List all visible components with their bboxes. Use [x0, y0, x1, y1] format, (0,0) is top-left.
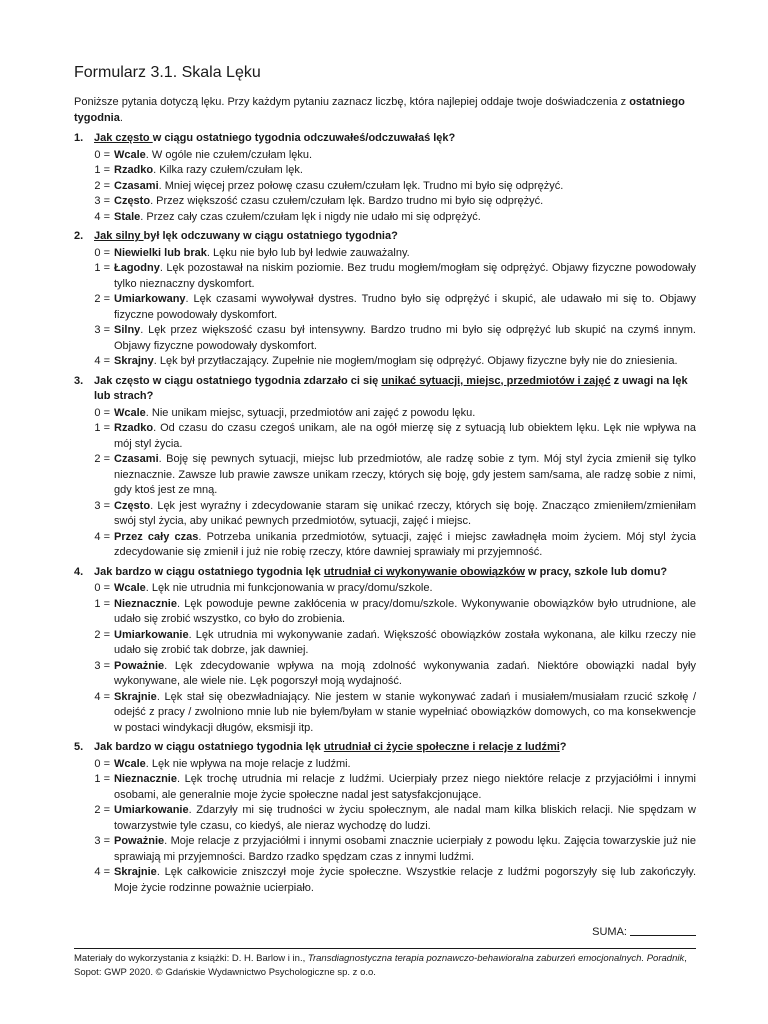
option-description: . Moje relacje z przyjaciółmi i innymi osobami znacznie ucierpiały z powodu lęku. Zajęcia towarzyskie już nie sprawiają mi przyjemności. Bardzo rzadko spędzam czas z innymi ludźmi.: [114, 835, 696, 863]
option-text: [114, 246, 696, 262]
option-score: 0 =: [94, 582, 110, 594]
option-score: 4 =: [94, 530, 110, 543]
option-label: Wcale: [114, 148, 146, 161]
option-item[interactable]: [74, 659, 696, 690]
option-score: 4 =: [94, 355, 110, 367]
question-heading: [74, 374, 696, 405]
option-label: Skrajnie: [114, 866, 157, 878]
intro-text: [74, 95, 696, 126]
options-list: [74, 246, 696, 370]
option-label: Silny: [114, 324, 141, 336]
option-item[interactable]: [74, 323, 696, 354]
option-text: [114, 406, 696, 422]
question-number: 5.: [74, 741, 84, 753]
question-text: [94, 229, 696, 245]
intro-end: .: [119, 111, 123, 124]
option-text: [114, 757, 696, 773]
question-heading: [74, 565, 696, 581]
option-text: [114, 261, 696, 292]
question-post: w ciągu ostatniego tygodnia odczuwałeś/odczuwałaś lęk?: [152, 132, 456, 144]
option-score: 2 =: [94, 804, 110, 816]
sum-label: SUMA:: [592, 926, 627, 938]
option-item[interactable]: [74, 163, 696, 179]
option-item[interactable]: [74, 597, 696, 628]
footer-citation: [74, 952, 696, 980]
question-5: [74, 740, 696, 896]
option-description: . Od czasu do czasu czegoś unikam, ale na ogół mierzę się z sytuacją lub obiektem lęku. Lęk nie wpływa na mój styl życia.: [114, 422, 696, 450]
question-post: ?: [559, 741, 567, 753]
question-underlined: Jak silny: [94, 230, 144, 242]
option-item[interactable]: [74, 628, 696, 659]
question-3: [74, 374, 696, 561]
option-description: . Przez większość czasu czułem/czułam lęk. Bardzo trudno mi było się odprężyć.: [150, 195, 544, 207]
question-text: [94, 131, 696, 147]
option-text: [114, 354, 696, 370]
option-description: . W ogóle nie czułem/czułam lęku.: [145, 148, 313, 161]
option-description: . Boję się pewnych sytuacji, miejsc lub przedmiotów, ale radzę sobie z tym. Mój styl życia zmienił się tylko nieznacznie. Zawsze lub prawie zawsze unikam rzeczy, których się boję, gdy jestem sam/sama, ale radzę sobie z nimi, gdy ktoś jest ze mną.: [114, 453, 696, 496]
option-label: Przez cały czas: [114, 530, 199, 543]
option-item[interactable]: [74, 865, 696, 896]
option-item[interactable]: [74, 246, 696, 262]
question-2: [74, 229, 696, 370]
question-text: [94, 740, 696, 756]
option-description: . Lęk przez większość czasu był intensywny. Bardzo trudno mi było się odprężyć lub skupić na czymś innym. Objawy fizyczne powodowały dyskomfort.: [114, 324, 696, 352]
option-description: . Lęk nie wpływa na moje relacje z ludźmi.: [145, 757, 351, 770]
option-text: [114, 772, 696, 803]
question-heading: [74, 131, 696, 147]
option-score: 1 =: [94, 597, 110, 610]
option-text: [114, 581, 696, 597]
option-score: 2 =: [94, 628, 110, 641]
options-list: [74, 148, 696, 226]
option-text: [114, 292, 696, 323]
option-score: 4 =: [94, 690, 110, 703]
option-score: 1 =: [94, 164, 110, 176]
intro-bold: ostatniego tygodnia: [74, 96, 685, 124]
question-number: 4.: [74, 565, 84, 578]
option-score: 4 =: [94, 210, 110, 223]
option-item[interactable]: [74, 354, 696, 370]
question-underlined: utrudniał ci wykonywanie obowiązków: [323, 565, 525, 578]
question-1: [74, 131, 696, 225]
option-score: 1 =: [94, 262, 110, 274]
option-description: . Przez cały czas czułem/czułam lęk i nigdy nie udało mi się odprężyć.: [140, 210, 481, 223]
question-post: z uwagi na lęk lub strach?: [94, 374, 688, 402]
option-text: [114, 690, 696, 737]
option-text: [114, 179, 696, 195]
option-description: . Kilka razy czułem/czułam lęk.: [153, 164, 303, 176]
option-text: [114, 659, 696, 690]
option-item[interactable]: [74, 757, 696, 773]
option-score: 2 =: [94, 293, 110, 305]
option-label: Wcale: [114, 406, 146, 419]
question-underlined: utrudniał ci życie społeczne i relacje z ludźmi: [323, 741, 560, 753]
question-text: [94, 565, 696, 581]
option-score: 0 =: [94, 246, 110, 259]
sum-field: [592, 924, 696, 938]
option-text: [114, 628, 696, 659]
option-score: 3 =: [94, 499, 110, 512]
option-label: Umiarkowany: [114, 293, 186, 305]
option-item[interactable]: [74, 148, 696, 164]
footer-title: Transdiagnostyczna terapia poznawczo-behawioralna zaburzeń emocjonalnych. Poradnik: [307, 953, 685, 964]
question-underlined: unikać sytuacji, miejsc, przedmiotów i zajęć: [381, 374, 611, 387]
sum-input-line[interactable]: [630, 924, 696, 936]
option-item[interactable]: [74, 261, 696, 292]
footer-post: , Sopot: GWP 2020. © Gdańskie Wydawnictwo Psychologiczne sp. z o.o.: [74, 953, 687, 978]
option-text: [114, 499, 696, 530]
option-item[interactable]: [74, 421, 696, 452]
option-score: 4 =: [94, 866, 110, 878]
question-heading: [74, 229, 696, 245]
option-text: [114, 323, 696, 354]
options-list: [74, 581, 696, 736]
option-label: Nieznacznie: [114, 773, 177, 785]
option-label: Często: [114, 195, 151, 207]
footer-divider: [74, 948, 696, 949]
option-item[interactable]: [74, 406, 696, 422]
option-text: [114, 194, 696, 210]
options-list: [74, 406, 696, 561]
option-label: Czasami: [114, 453, 159, 465]
option-item[interactable]: [74, 210, 696, 226]
question-number: 1.: [74, 132, 84, 144]
option-label: Umiarkowanie: [114, 628, 189, 641]
option-text: [114, 210, 696, 226]
option-score: 3 =: [94, 835, 110, 847]
option-text: [114, 834, 696, 865]
option-text: [114, 163, 696, 179]
option-item[interactable]: [74, 452, 696, 499]
option-label: Łagodny: [114, 262, 160, 274]
question-heading: [74, 740, 696, 756]
question-pre: Jak bardzo w ciągu ostatniego tygodnia lęk: [94, 565, 324, 578]
option-score: 0 =: [94, 148, 110, 161]
question-post: był lęk odczuwany w ciągu ostatniego tygodnia?: [143, 230, 398, 242]
option-text: [114, 452, 696, 499]
option-score: 3 =: [94, 659, 110, 672]
option-label: Poważnie: [114, 835, 165, 847]
option-score: 3 =: [94, 324, 110, 336]
option-text: [114, 421, 696, 452]
question-pre: Jak często w ciągu ostatniego tygodnia zdarzało ci się: [94, 374, 382, 387]
option-description: . Lęk jest wyraźny i zdecydowanie staram się unikać rzeczy, których się boję. Znacząco zmieniłem/zmieniłam swój styl życia, aby unikać pewnych przedmiotów, sytuacji, zajęć i miejsc.: [114, 499, 696, 527]
option-text: [114, 148, 696, 164]
option-label: Poważnie: [114, 659, 165, 672]
option-text: [114, 865, 696, 896]
option-description: . Lęk czasami wywoływał dystres. Trudno było się odprężyć i skupić, ale udawało mi się to. Objawy fizyczne powodowały dyskomfort.: [114, 293, 696, 321]
question-pre: Jak bardzo w ciągu ostatniego tygodnia lęk: [94, 741, 324, 753]
option-score: 0 =: [94, 757, 110, 770]
option-description: . Lęk pozostawał na niskim poziomie. Bez trudu mogłem/mogłam się odprężyć. Objawy fizyczne powodowały tylko nieznaczny dyskomfort.: [114, 262, 696, 290]
option-item[interactable]: [74, 499, 696, 530]
option-item[interactable]: [74, 292, 696, 323]
option-description: . Lęk trochę utrudnia mi relacje z ludźmi. Ucierpiały przez niego niektóre relacje z przyjaciółmi i innymi osobami, ale generalnie moje życie społeczne nadal jest satysfakcjonujące.: [114, 773, 696, 801]
option-score: 2 =: [94, 179, 110, 192]
question-number: 3.: [74, 374, 84, 387]
option-label: Wcale: [114, 582, 146, 594]
option-item[interactable]: [74, 530, 696, 561]
option-score: 1 =: [94, 773, 110, 785]
option-label: Stale: [114, 210, 141, 223]
option-item[interactable]: [74, 834, 696, 865]
intro-main: Poniższe pytania dotyczą lęku. Przy każdym pytaniu zaznacz liczbę, która najlepiej oddaje twoje doświadczenia z: [74, 96, 630, 108]
option-item[interactable]: [74, 179, 696, 195]
option-description: . Lęk całkowicie zniszczył moje życie społeczne. Wszystkie relacje z ludźmi pogorszyły się lub zakończyły. Moje życie rodzinne poważnie ucierpiało.: [114, 866, 696, 894]
options-list: [74, 757, 696, 897]
option-description: . Lęk nie utrudnia mi funkcjonowania w pracy/domu/szkole.: [145, 582, 433, 594]
option-description: . Mniej więcej przez połowę czasu czułem/czułam lęk. Trudno mi było się odprężyć.: [158, 179, 564, 192]
option-score: 3 =: [94, 195, 110, 207]
option-description: . Lęk powoduje pewne zakłócenia w pracy/domu/szkole. Wykonywanie obowiązków było utrudnione, ale udało się zrobić wszystko, co było do zrobienia.: [114, 597, 696, 625]
option-item[interactable]: [74, 581, 696, 597]
option-description: . Lęku nie było lub był ledwie zauważalny.: [206, 246, 410, 259]
option-score: 2 =: [94, 453, 110, 465]
option-text: [114, 597, 696, 628]
option-score: 1 =: [94, 422, 110, 434]
question-number: 2.: [74, 230, 84, 242]
option-label: Umiarkowanie: [114, 804, 189, 816]
footer-pre: Materiały do wykorzystania z książki: D. H. Barlow i in.,: [74, 953, 308, 964]
question-text: [94, 374, 696, 405]
option-description: . Potrzeba unikania przedmiotów, sytuacji, zajęć i miejsc zawładnęła moim życiem. Mój styl życia zdecydowanie się zmienił i już nie robię rzeczy, które dawniej sprawiały mi przyjemność.: [114, 530, 696, 558]
option-label: Skrajnie: [114, 690, 157, 703]
question-post: w pracy, szkole lub domu?: [524, 565, 668, 578]
option-label: Czasami: [114, 179, 159, 192]
page-title: Formularz 3.1. Skala Lęku: [74, 64, 261, 81]
option-description: . Lęk stał się obezwładniający. Nie jestem w stanie wykonywać zadań i musiałem/musiałam rzucić szkołę / odejść z pracy / zwolniono mnie lub nie byłem/byłam w stanie wypełniać obowiązków domowych, co ma konsekwencje w postaci windykacji długów, eksmisji itp.: [114, 690, 696, 734]
option-text: [114, 530, 696, 561]
option-description: . Nie unikam miejsc, sytuacji, przedmiotów ani zajęć z powodu lęku.: [145, 406, 476, 419]
option-score: 0 =: [94, 406, 110, 419]
option-description: . Lęk utrudnia mi wykonywanie zadań. Większość obowiązków została wykonana, ale kilku rzeczy nie udało się zrobić tak dobrze, jak dawniej.: [114, 628, 696, 656]
option-item[interactable]: [74, 803, 696, 834]
option-label: Niewielki lub brak: [114, 246, 207, 259]
question-4: [74, 565, 696, 737]
form-page: [74, 64, 696, 938]
option-label: Rzadko: [114, 422, 154, 434]
option-label: Rzadko: [114, 164, 154, 176]
option-item[interactable]: [74, 194, 696, 210]
questions-list: [74, 131, 696, 896]
option-description: . Lęk zdecydowanie wpływa na moją zdolność wykonywania zadań. Niektóre obowiązki nadal były wykonywane, ale wiele nie. Lęk pogorszył moją wydajność.: [114, 659, 696, 687]
option-label: Nieznacznie: [114, 597, 177, 610]
option-label: Często: [114, 499, 151, 512]
option-text: [114, 803, 696, 834]
option-description: . Lęk był przytłaczający. Zupełnie nie mogłem/mogłam się odprężyć. Objawy fizyczne były nie do zniesienia.: [153, 355, 678, 367]
option-description: . Zdarzyły mi się trudności w życiu społecznym, ale nadal mam kilka bliskich relacji. Nie spędzam w towarzystwie tyle czasu, co kiedyś, ale nieraz wychodzę do ludzi.: [114, 804, 696, 832]
option-label: Wcale: [114, 757, 146, 770]
option-label: Skrajny: [114, 355, 154, 367]
option-item[interactable]: [74, 690, 696, 737]
option-item[interactable]: [74, 772, 696, 803]
question-underlined: Jak często: [94, 132, 153, 144]
